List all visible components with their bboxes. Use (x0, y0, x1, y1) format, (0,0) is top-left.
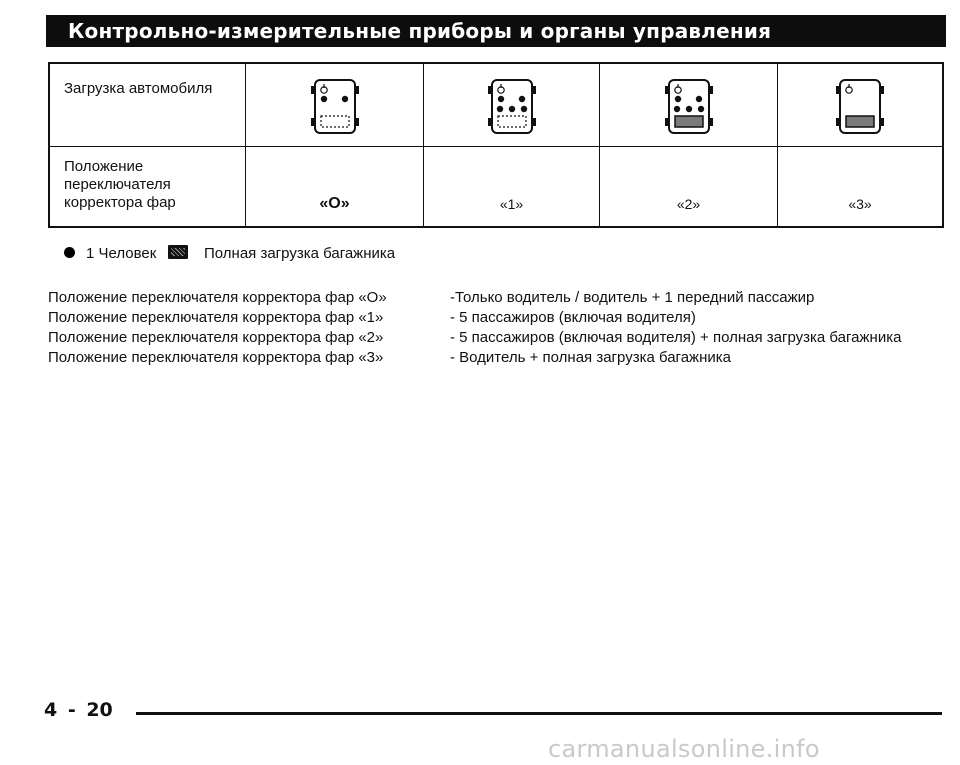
row-label-cell (50, 64, 246, 146)
position-cell-2 (600, 146, 778, 226)
row-load-label: Загрузка автомобиля (64, 80, 213, 97)
wheel (311, 118, 315, 126)
passenger-dot-icon (341, 96, 347, 102)
wheel (532, 118, 536, 126)
wheel (665, 86, 669, 94)
wheel (311, 86, 315, 94)
wheel (836, 118, 840, 126)
passenger-dot-icon (695, 96, 701, 102)
switch-position-value: «3» (848, 196, 872, 212)
wheel (709, 86, 713, 94)
passenger-dot-icon (508, 106, 514, 112)
position-descriptions (48, 288, 387, 368)
load-cell-3 (778, 64, 942, 146)
position-description: Положение переключателя корректора фар «3» (48, 349, 384, 366)
wheel (355, 86, 359, 94)
row-position-label (50, 146, 245, 212)
load-cell-0 (246, 64, 424, 146)
wheel (532, 86, 536, 94)
wheel (836, 86, 840, 94)
switch-position-value: «O» (319, 195, 350, 212)
load-description: - Водитель + полная загрузка багажника (450, 349, 731, 366)
luggage-icon (675, 116, 703, 127)
position-cell-3 (778, 146, 942, 226)
legend-luggage-text: Полная загрузка багажника (204, 245, 396, 262)
passenger-dot-icon (320, 96, 326, 102)
passenger-dot-icon (497, 96, 503, 102)
position-cell-0 (246, 146, 424, 226)
switch-position-value: «2» (676, 196, 701, 212)
wheel (355, 118, 359, 126)
passenger-dot-icon (697, 106, 703, 112)
position-description: Положение переключателя корректора фар «2» (48, 329, 384, 346)
wheel (488, 86, 492, 94)
passenger-dot-icon (685, 106, 691, 112)
car-load-diagram (310, 74, 360, 136)
passenger-dot-icon (518, 96, 524, 102)
row-position-label-line: Положение (64, 158, 144, 175)
luggage-icon (168, 245, 188, 259)
wheel (880, 86, 884, 94)
wheel (880, 118, 884, 126)
wheel (665, 118, 669, 126)
car-load-diagram (835, 74, 885, 136)
load-description: - 5 пассажиров (включая водителя) (450, 309, 696, 326)
load-description: - 5 пассажиров (включая водителя) + полная загрузка багажника (450, 329, 902, 346)
row-switch-position (50, 146, 942, 226)
switch-position-value: «1» (499, 196, 524, 212)
luggage-icon (846, 116, 874, 127)
load-description: -Только водитель / водитель + 1 передний пассажир (450, 289, 815, 306)
page-title: Контрольно-измерительные приборы и органы управления (68, 19, 772, 43)
load-table (48, 62, 944, 228)
row-position-label-line: переключателя (64, 176, 171, 193)
page-number: 4 - 20 (44, 699, 113, 721)
row-label-cell (50, 146, 246, 226)
passenger-dot-icon (520, 106, 526, 112)
header-title-bar (46, 15, 946, 47)
empty-trunk-outline (321, 116, 349, 127)
load-cell-1 (424, 64, 600, 146)
wheel (709, 118, 713, 126)
passenger-dot-icon (673, 106, 679, 112)
car-load-diagram (487, 74, 537, 136)
row-vehicle-load (50, 64, 942, 147)
legend-person-text: 1 Человек (86, 245, 157, 262)
watermark: carmanualsonline.info (548, 735, 820, 763)
position-description: Положение переключателя корректора фар «1» (48, 309, 384, 326)
empty-trunk-outline (498, 116, 526, 127)
passenger-dot-icon (496, 106, 502, 112)
row-position-label-line: корректора фар (64, 194, 176, 211)
footer-rule (136, 712, 942, 715)
wheel (488, 118, 492, 126)
car-load-diagram (664, 74, 714, 136)
load-cell-2 (600, 64, 778, 146)
passenger-dot-icon (64, 247, 75, 258)
position-description: Положение переключателя корректора фар «O» (48, 289, 387, 306)
load-descriptions (450, 288, 901, 368)
position-cell-1 (424, 146, 600, 226)
passenger-dot-icon (674, 96, 680, 102)
